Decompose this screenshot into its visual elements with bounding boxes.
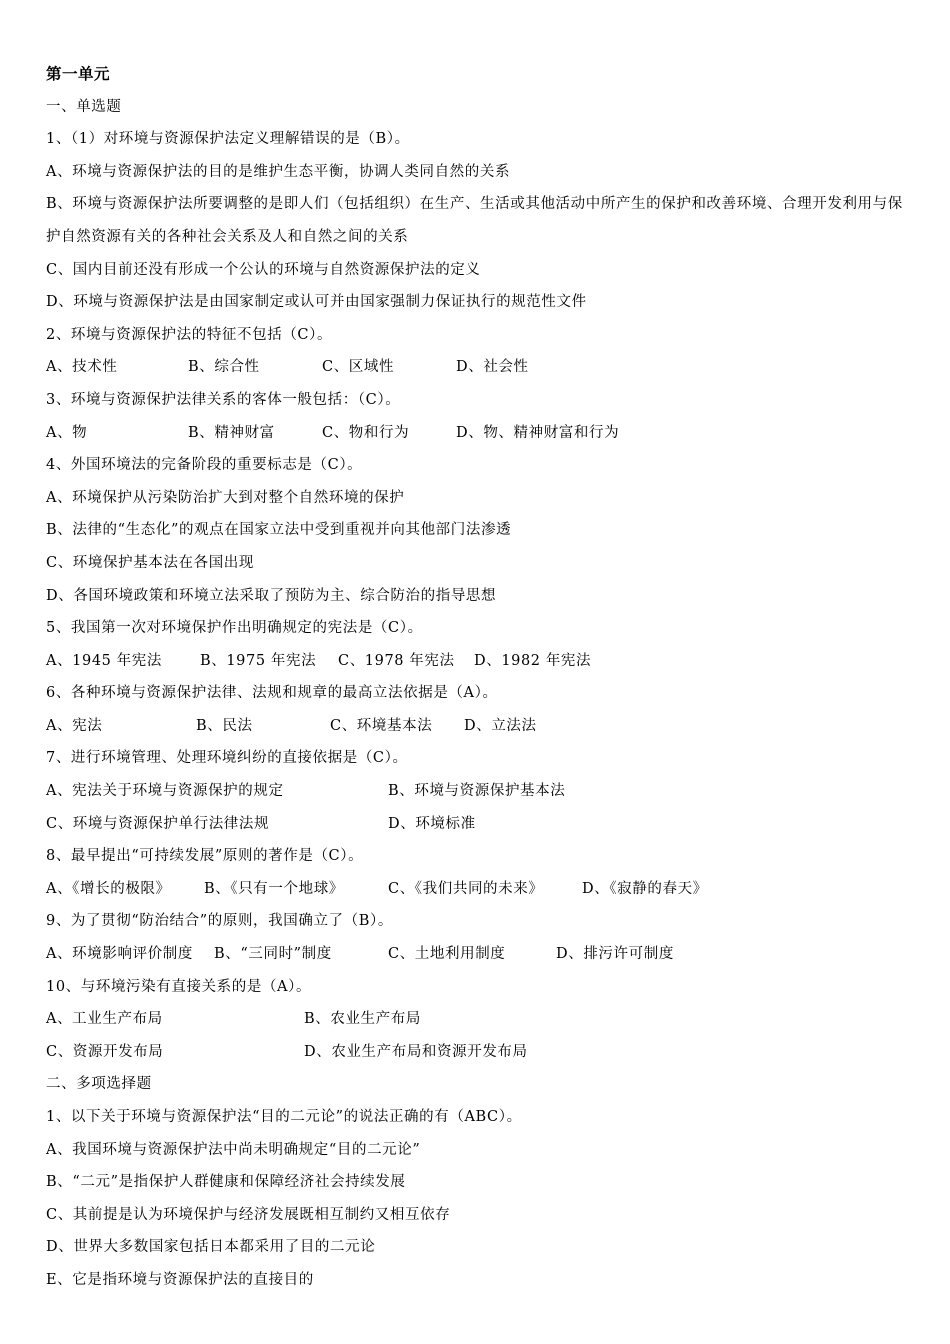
question-10-option-d: D、农业生产布局和资源开发布局	[304, 1043, 528, 1060]
question-5-option-d: D、1982 年宪法	[474, 652, 592, 669]
multi-question-1-stem: 1、以下关于环境与资源保护法“目的二元论”的说法正确的有（ABC）。	[46, 1109, 522, 1125]
question-8-option-a: A、《增长的极限》	[46, 880, 171, 897]
question-2-stem: 2、环境与资源保护法的特征不包括（C）。	[46, 326, 333, 343]
question-7-option-d: D、环境标准	[388, 815, 476, 832]
question-10-option-b: B、农业生产布局	[304, 1011, 421, 1028]
question-1-option-c: C、国内目前还没有形成一个公认的环境与自然资源保护法的定义	[46, 261, 481, 278]
question-8-stem: 8、最早提出“可持续发展”原则的著作是（C）。	[46, 848, 364, 865]
document-page	[46, 58, 916, 1297]
question-3-option-c: C、物和行为	[322, 424, 410, 441]
question-6-stem: 6、各种环境与资源保护法律、法规和规章的最高立法依据是（A）。	[46, 685, 498, 702]
question-3-options	[46, 417, 916, 450]
question-4-option-b: B、法律的“生态化”的观点在国家立法中受到重视并向其他部门法渗透	[46, 522, 512, 539]
question-9-option-b: B、“三同时”制度	[214, 946, 332, 963]
question-9-option-d: D、排污许可制度	[556, 946, 674, 963]
multi-question-1-option-d: D、世界大多数国家包括日本都采用了目的二元论	[46, 1239, 376, 1256]
question-7-stem: 7、进行环境管理、处理环境纠纷的直接依据是（C）。	[46, 750, 408, 767]
question-2-options	[46, 351, 916, 384]
question-4-option-a: A、环境保护从污染防治扩大到对整个自然环境的保护	[46, 489, 405, 506]
question-5-stem: 5、我国第一次对环境保护作出明确规定的宪法是（C）。	[46, 620, 423, 637]
question-7-option-b: B、环境与资源保护基本法	[388, 783, 566, 800]
section-heading-multiple-choice: 二、多项选择题	[46, 1076, 152, 1093]
question-10-option-c: C、资源开发布局	[46, 1043, 164, 1060]
question-8-options	[46, 873, 916, 906]
question-6-option-a: A、宪法	[46, 717, 103, 734]
question-9-option-c: C、土地利用制度	[388, 946, 506, 963]
question-6-option-d: D、立法法	[464, 717, 537, 734]
question-8-option-b: B、《只有一个地球》	[204, 880, 344, 897]
question-9-options	[46, 938, 916, 971]
question-5-option-a: A、1945 年宪法	[46, 652, 162, 669]
question-10-option-a: A、工业生产布局	[46, 1011, 163, 1028]
question-7-option-c: C、环境与资源保护单行法律法规	[46, 815, 270, 832]
multi-question-1-option-c: C、其前提是认为环境保护与经济发展既相互制约又相互依存	[46, 1206, 451, 1223]
question-5-options	[46, 645, 916, 678]
question-10-options-cd	[46, 1036, 916, 1069]
question-3-stem: 3、环境与资源保护法律关系的客体一般包括：（C）。	[46, 391, 401, 408]
question-1-option-d: D、环境与资源保护法是由国家制定或认可并由国家强制力保证执行的规范性文件	[46, 294, 587, 311]
question-7-option-a: A、宪法关于环境与资源保护的规定	[46, 783, 284, 800]
question-5-option-c: C、1978 年宪法	[338, 652, 455, 669]
question-3-option-a: A、物	[46, 424, 88, 441]
multi-question-1-option-b: B、“二元”是指保护人群健康和保障经济社会持续发展	[46, 1174, 406, 1191]
multi-question-1-option-e: E、它是指环境与资源保护法的直接目的	[46, 1271, 314, 1288]
question-6-option-c: C、环境基本法	[330, 717, 433, 734]
question-10-options-ab	[46, 1003, 916, 1036]
question-4-stem: 4、外国环境法的完备阶段的重要标志是（C）。	[46, 457, 363, 474]
question-3-option-b: B、精神财富	[188, 424, 275, 441]
question-2-option-d: D、社会性	[456, 359, 529, 376]
question-7-options-cd	[46, 808, 916, 841]
question-1-option-b: B、环境与资源保护法所要调整的是即人们（包括组织）在生产、生活或其他活动中所产生的保护和改善环境、合理开发利用与保护自然资源有关的各种社会关系及人和自然之间的关系	[46, 196, 903, 245]
question-2-option-b: B、综合性	[188, 359, 260, 376]
multi-question-1-option-a: A、我国环境与资源保护法中尚未明确规定“目的二元论”	[46, 1141, 421, 1158]
question-9-option-a: A、环境影响评价制度	[46, 946, 193, 963]
question-8-option-c: C、《我们共同的未来》	[388, 880, 544, 897]
question-9-stem: 9、为了贯彻“防治结合”的原则，我国确立了（B）。	[46, 913, 393, 930]
question-1-stem: 1、（1）对环境与资源保护法定义理解错误的是（B）。	[46, 131, 410, 148]
question-6-option-b: B、民法	[196, 717, 253, 734]
question-2-option-a: A、技术性	[46, 359, 118, 376]
question-7-options-ab	[46, 775, 916, 808]
question-6-options	[46, 710, 916, 743]
unit-title: 第一单元	[46, 65, 111, 83]
section-heading-single-choice: 一、单选题	[46, 98, 122, 115]
question-4-option-c: C、环境保护基本法在各国出现	[46, 554, 254, 571]
question-10-stem: 10、与环境污染有直接关系的是（A）。	[46, 978, 312, 995]
question-4-option-d: D、各国环境政策和环境立法采取了预防为主、综合防治的指导思想	[46, 587, 497, 604]
question-5-option-b: B、1975 年宪法	[200, 652, 317, 669]
question-2-option-c: C、区域性	[322, 359, 395, 376]
question-8-option-d: D、《寂静的春天》	[582, 880, 708, 897]
question-1-option-a: A、环境与资源保护法的目的是维护生态平衡，协调人类同自然的关系	[46, 163, 511, 180]
question-3-option-d: D、物、精神财富和行为	[456, 424, 620, 441]
